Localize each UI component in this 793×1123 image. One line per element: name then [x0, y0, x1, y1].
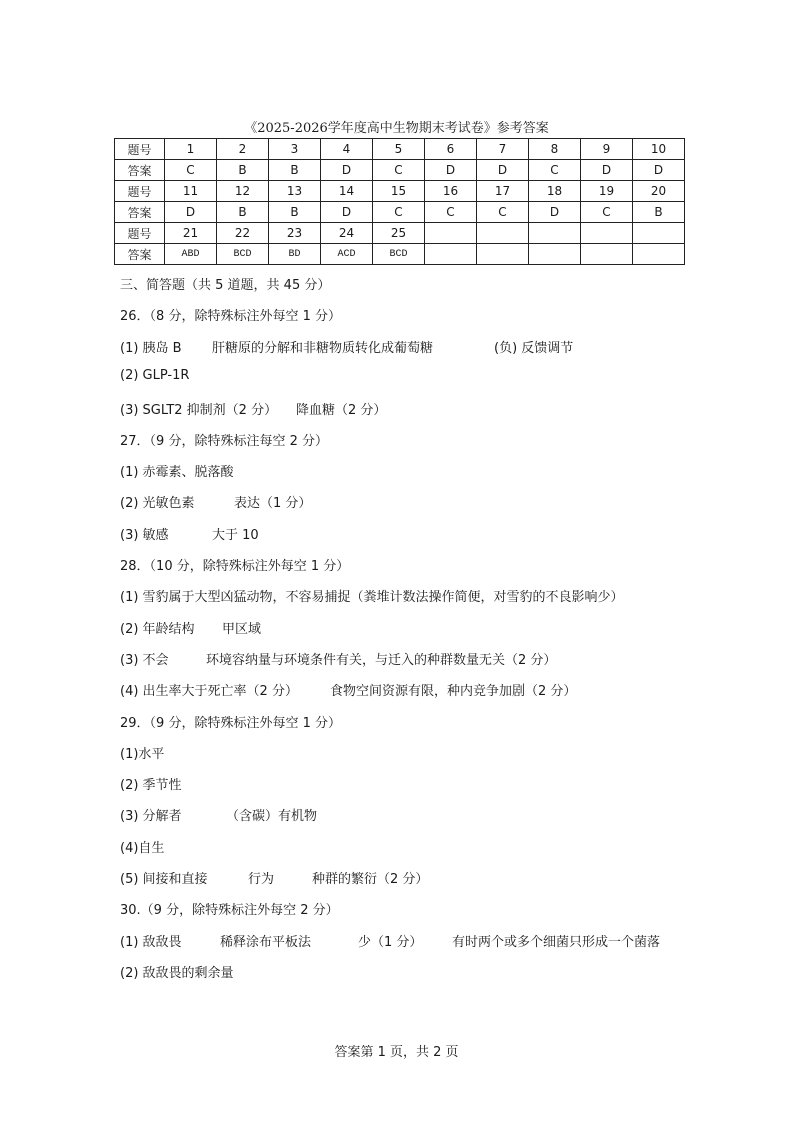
- q27-answer-1: (1) 赤霉素、脱落酸: [120, 465, 234, 480]
- q26-answer-1a: (1) 胰岛 B: [120, 341, 182, 356]
- question-26-heading: 26．（8 分，除特殊标注外每空 1 分）: [120, 309, 341, 324]
- table-row: [115, 160, 685, 181]
- q27-answer-2b: 表达（1 分）: [234, 496, 312, 511]
- question-28-heading: 28．（10 分，除特殊标注外每空 1 分）: [120, 559, 350, 574]
- table-cell: 16: [425, 181, 477, 202]
- q28-answer-1: (1) 雪豹属于大型凶猛动物，不容易捕捉（粪堆计数法操作简便，对雪豹的不良影响少）: [120, 590, 624, 605]
- q29-answer-5a: (5) 间接和直接: [120, 872, 208, 887]
- row-header-cell: 题号: [115, 223, 165, 244]
- q30-answer-2: (2) 敌敌畏的剩余量: [120, 966, 234, 981]
- q26-answer-3a: (3) SGLT2 抑制剂（2 分）: [120, 403, 278, 418]
- table-cell: 6: [425, 139, 477, 160]
- q26-answer-1b: 肝糖原的分解和非糖物质转化成葡萄糖: [212, 341, 434, 356]
- q27-answer-2a: (2) 光敏色素: [120, 496, 195, 511]
- table-cell: [477, 244, 529, 265]
- table-cell: BCD: [373, 244, 425, 265]
- table-cell: 25: [373, 223, 425, 244]
- table-cell: D: [425, 160, 477, 181]
- q28-answer-4b: 食物空间资源有限，种内竞争加剧（2 分）: [330, 684, 577, 699]
- table-row: [115, 244, 685, 265]
- q29-answer-5b: 行为: [248, 872, 275, 887]
- table-cell: 20: [633, 181, 685, 202]
- table-cell: [633, 244, 685, 265]
- table-cell: C: [165, 160, 217, 181]
- q29-answer-4: (4)自生: [120, 841, 165, 856]
- table-cell: 11: [165, 181, 217, 202]
- table-cell: 18: [529, 181, 581, 202]
- q29-answer-3b: （含碳）有机物: [226, 809, 318, 824]
- row-header-cell: 题号: [115, 181, 165, 202]
- table-cell: 19: [581, 181, 633, 202]
- q29-answer-2: (2) 季节性: [120, 778, 182, 793]
- table-cell: [477, 223, 529, 244]
- table-cell: B: [633, 202, 685, 223]
- table-cell: 14: [321, 181, 373, 202]
- q29-answer-5c: 种群的繁衍（2 分）: [312, 872, 429, 887]
- table-cell: 4: [321, 139, 373, 160]
- q29-answer-1: (1)水平: [120, 747, 165, 762]
- table-cell: C: [425, 202, 477, 223]
- table-row: [115, 202, 685, 223]
- q28-answer-2a: (2) 年龄结构: [120, 622, 195, 637]
- page-title: 《2025-2026学年度高中生物期末考试卷》参考答案: [244, 121, 549, 136]
- table-cell: 3: [269, 139, 321, 160]
- table-cell: 10: [633, 139, 685, 160]
- table-cell: C: [477, 202, 529, 223]
- table-cell: B: [217, 202, 269, 223]
- table-cell: BCD: [217, 244, 269, 265]
- table-row: [115, 181, 685, 202]
- table-cell: 17: [477, 181, 529, 202]
- row-header-cell: 答案: [115, 202, 165, 223]
- table-cell: 22: [217, 223, 269, 244]
- table-row: [115, 223, 685, 244]
- q27-answer-3b: 大于 10: [212, 528, 259, 543]
- table-cell: 2: [217, 139, 269, 160]
- table-cell: [425, 223, 477, 244]
- table-cell: [529, 223, 581, 244]
- row-header-cell: 题号: [115, 139, 165, 160]
- table-cell: ABD: [165, 244, 217, 265]
- table-cell: [633, 223, 685, 244]
- table-cell: ACD: [321, 244, 373, 265]
- table-cell: [581, 223, 633, 244]
- table-cell: B: [269, 202, 321, 223]
- table-cell: D: [477, 160, 529, 181]
- row-header-cell: 答案: [115, 160, 165, 181]
- table-cell: D: [321, 202, 373, 223]
- table-cell: C: [529, 160, 581, 181]
- row-header-cell: 答案: [115, 244, 165, 265]
- q27-answer-3a: (3) 敏感: [120, 528, 169, 543]
- q30-answer-1b: 稀释涂布平板法: [220, 935, 312, 950]
- table-cell: D: [321, 160, 373, 181]
- question-30-heading: 30.（9 分，除特殊标注外每空 2 分）: [120, 903, 339, 918]
- q30-answer-1c: 少（1 分）: [358, 935, 423, 950]
- table-cell: [529, 244, 581, 265]
- table-cell: C: [581, 202, 633, 223]
- table-cell: 13: [269, 181, 321, 202]
- page-footer: 答案第 1 页，共 2 页: [334, 1045, 459, 1060]
- q26-answer-2: (2) GLP-1R: [120, 368, 190, 383]
- table-cell: 5: [373, 139, 425, 160]
- table-cell: [581, 244, 633, 265]
- table-row: [115, 139, 685, 160]
- q28-answer-4a: (4) 出生率大于死亡率（2 分）: [120, 684, 298, 699]
- table-cell: 21: [165, 223, 217, 244]
- q29-answer-3a: (3) 分解者: [120, 809, 182, 824]
- table-cell: B: [217, 160, 269, 181]
- q26-answer-1c: (负) 反馈调节: [494, 341, 574, 356]
- table-cell: 1: [165, 139, 217, 160]
- table-cell: 23: [269, 223, 321, 244]
- question-29-heading: 29．（9 分，除特殊标注外每空 1 分）: [120, 716, 341, 731]
- table-cell: 24: [321, 223, 373, 244]
- table-cell: D: [581, 160, 633, 181]
- table-cell: [425, 244, 477, 265]
- q28-answer-3b: 环境容纳量与环境条件有关，与迁入的种群数量无关（2 分）: [206, 653, 557, 668]
- table-cell: B: [269, 160, 321, 181]
- table-cell: 7: [477, 139, 529, 160]
- q28-answer-2b: 甲区域: [222, 622, 262, 637]
- q26-answer-3b: 降血糖（2 分）: [296, 403, 387, 418]
- section-heading: 三、简答题（共 5 道题，共 45 分）: [120, 278, 331, 293]
- table-cell: C: [373, 202, 425, 223]
- q30-answer-1d: 有时两个或多个细菌只形成一个菌落: [452, 935, 661, 950]
- table-cell: 8: [529, 139, 581, 160]
- table-cell: D: [529, 202, 581, 223]
- table-cell: 12: [217, 181, 269, 202]
- table-cell: C: [373, 160, 425, 181]
- q28-answer-3a: (3) 不会: [120, 653, 169, 668]
- answer-table: [114, 138, 685, 265]
- table-cell: D: [633, 160, 685, 181]
- table-cell: 9: [581, 139, 633, 160]
- q30-answer-1a: (1) 敌敌畏: [120, 935, 182, 950]
- table-cell: D: [165, 202, 217, 223]
- question-27-heading: 27．（9 分，除特殊标注每空 2 分）: [120, 434, 328, 449]
- table-cell: 15: [373, 181, 425, 202]
- table-cell: BD: [269, 244, 321, 265]
